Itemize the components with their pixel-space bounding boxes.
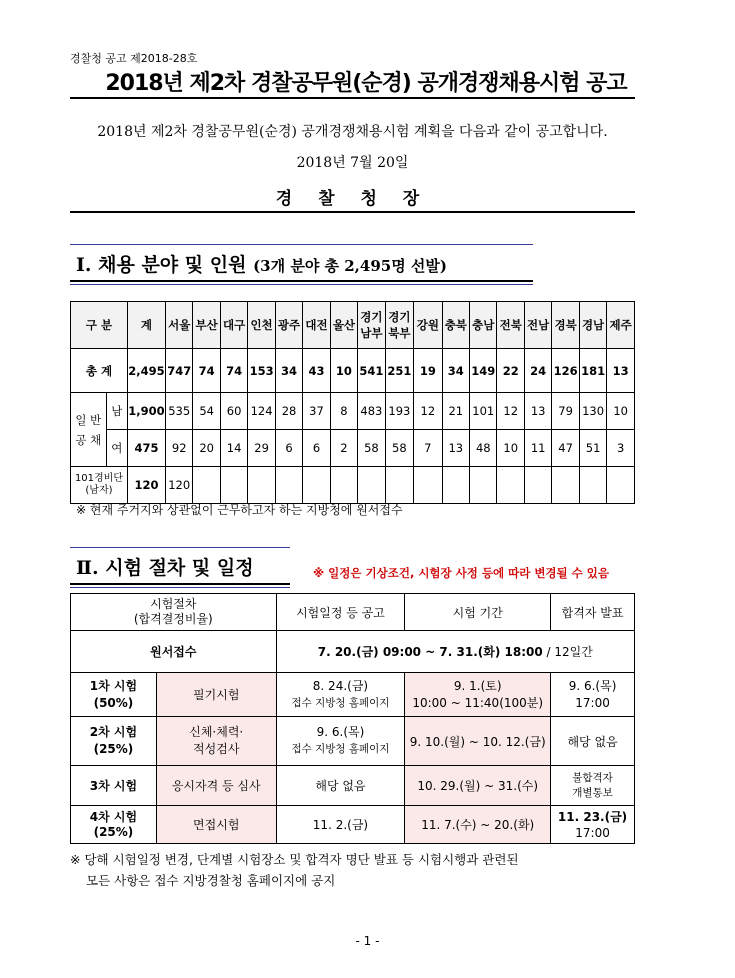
table-cell: 54 bbox=[193, 393, 220, 430]
table-cell: 60 bbox=[220, 393, 247, 430]
stage-cell bbox=[71, 673, 157, 717]
row-label: 총 계 bbox=[71, 349, 128, 393]
stage-row-1 bbox=[71, 673, 635, 717]
notice-date: 8. 24.(금) bbox=[312, 678, 369, 693]
header-cell: 대구 bbox=[220, 302, 247, 349]
announcement-date: 2018년 7월 20일 bbox=[296, 155, 409, 171]
header-notice: 시험일정 등 공고 bbox=[276, 594, 405, 631]
section1-subtitle: (3개 분야 총 2,495명 선발) bbox=[253, 257, 447, 275]
exam-name-line1: 신체·체력· bbox=[189, 725, 244, 739]
table-cell: 124 bbox=[248, 393, 275, 430]
notice-cell bbox=[276, 673, 405, 717]
application-period-rest: / 12일간 bbox=[542, 645, 593, 659]
exam-name: 필기시험 bbox=[156, 673, 276, 717]
table-cell: 1,900 bbox=[127, 393, 165, 430]
table-cell: 48 bbox=[470, 430, 497, 467]
table-cell: 483 bbox=[358, 393, 385, 430]
exam-name-line2: 적성검사 bbox=[193, 742, 240, 756]
header-cell: 충북 bbox=[442, 302, 469, 349]
table-row-female bbox=[71, 430, 635, 467]
header-result: 합격자 발표 bbox=[551, 594, 635, 631]
table-cell: 79 bbox=[552, 393, 579, 430]
table-cell: 6 bbox=[275, 430, 302, 467]
page-number: - 1 - bbox=[355, 934, 380, 948]
table-cell: 43 bbox=[303, 349, 330, 393]
table-cell: 541 bbox=[358, 349, 385, 393]
section2-top-rule bbox=[70, 547, 290, 548]
result-sub: 개별통보 bbox=[572, 786, 613, 799]
exam-name: 응시자격 등 심사 bbox=[156, 766, 276, 806]
table-cell: 7 bbox=[414, 430, 442, 467]
table-row-total bbox=[71, 349, 635, 393]
stage-row-4 bbox=[71, 806, 635, 844]
application-row bbox=[71, 631, 635, 673]
result-cell bbox=[551, 806, 635, 844]
table-cell: 2,495 bbox=[127, 349, 165, 393]
header-cell: 부산 bbox=[193, 302, 220, 349]
result-cell bbox=[551, 673, 635, 717]
table-cell: 3 bbox=[607, 430, 635, 467]
table-cell: 126 bbox=[552, 349, 579, 393]
section1-title: Ⅰ. 채용 분야 및 인원 bbox=[76, 254, 247, 276]
table-cell: 58 bbox=[358, 430, 385, 467]
application-period bbox=[276, 631, 634, 673]
stage-name: 4차 시험 bbox=[89, 809, 138, 824]
header-cell: 인천 bbox=[248, 302, 275, 349]
header-cell bbox=[71, 594, 277, 631]
table-cell: 149 bbox=[470, 349, 497, 393]
stage-name: 3차 시험 bbox=[71, 766, 157, 806]
table-cell: 28 bbox=[275, 393, 302, 430]
table-cell: 8 bbox=[330, 393, 357, 430]
guard-sublabel: (남자) bbox=[85, 485, 113, 496]
footer-note-line1: ※ 당해 시험일정 변경, 단계별 시험장소 및 합격자 명단 발표 등 시험시행과 관련된 bbox=[70, 852, 519, 867]
table-cell: 6 bbox=[303, 430, 330, 467]
row-label bbox=[71, 467, 128, 504]
table-cell: 12 bbox=[497, 393, 524, 430]
header-cell: 광주 bbox=[275, 302, 302, 349]
header-cell: 경기북부 bbox=[385, 302, 413, 349]
header-proc: 시험절차 bbox=[150, 597, 197, 611]
guard-label: 101경비단 bbox=[74, 473, 124, 484]
header-cell: 경기남부 bbox=[358, 302, 385, 349]
application-period-main: 7. 20.(금) 09:00 ~ 7. 31.(화) 18:00 bbox=[317, 645, 543, 659]
result-date: 11. 23.(금) bbox=[557, 809, 628, 824]
result-sub: 17:00 bbox=[575, 825, 610, 840]
table-cell: 181 bbox=[579, 349, 606, 393]
period-cell: 10. 29.(월) ~ 31.(수) bbox=[405, 766, 551, 806]
schedule-header-row bbox=[71, 594, 635, 631]
table-cell: 2 bbox=[330, 430, 357, 467]
table-cell: 10 bbox=[497, 430, 524, 467]
notice-cell bbox=[276, 717, 405, 766]
exam-name: 면접시험 bbox=[156, 806, 276, 844]
table-cell: 74 bbox=[220, 349, 247, 393]
stage-ratio: (25%) bbox=[93, 824, 134, 839]
table-cell: 19 bbox=[414, 349, 442, 393]
table-cell: 10 bbox=[607, 393, 635, 430]
table-cell: 120 bbox=[165, 467, 192, 504]
table-cell: 51 bbox=[579, 430, 606, 467]
row-label: 남 bbox=[106, 393, 127, 430]
notice-sub: 접수 지방청 홈페이지 bbox=[291, 696, 390, 709]
signer: 경 찰 청 장 bbox=[275, 189, 430, 209]
stage-row-3 bbox=[71, 766, 635, 806]
section1-top-rule bbox=[70, 244, 533, 245]
table-cell: 37 bbox=[303, 393, 330, 430]
table-cell: 74 bbox=[193, 349, 220, 393]
period-sub: 10:00 ~ 11:40(100분) bbox=[412, 695, 544, 710]
table-cell: 535 bbox=[165, 393, 192, 430]
signer-divider bbox=[70, 211, 635, 213]
section1-note: ※ 현재 주거지와 상관없이 근무하고자 하는 지방청에 원서접수 bbox=[76, 503, 403, 517]
period-date: 9. 1.(토) bbox=[453, 678, 502, 693]
stage-name: 1차 시험 bbox=[89, 678, 138, 693]
table-cell: 13 bbox=[524, 393, 551, 430]
table-cell: 120 bbox=[127, 467, 165, 504]
header-proc-sub: (합격결정비율) bbox=[133, 612, 213, 626]
footer-note-line2: 모든 사항은 접수 지방경찰청 홈페이지에 공지 bbox=[86, 873, 336, 888]
footer-note bbox=[70, 849, 640, 891]
period-cell bbox=[405, 673, 551, 717]
table-cell: 747 bbox=[165, 349, 192, 393]
header-cell: 강원 bbox=[414, 302, 442, 349]
header-cell: 전북 bbox=[497, 302, 524, 349]
stage-name: 2차 시험 bbox=[89, 725, 138, 739]
result-cell: 해당 없음 bbox=[551, 717, 635, 766]
notice-date: 해당 없음 bbox=[276, 766, 405, 806]
table-cell: 21 bbox=[442, 393, 469, 430]
notice-sub: 접수 지방청 홈페이지 bbox=[291, 743, 390, 755]
table-cell: 29 bbox=[248, 430, 275, 467]
header-cell: 구 분 bbox=[71, 302, 128, 349]
table-cell: 58 bbox=[385, 430, 413, 467]
header-period: 시험 기간 bbox=[405, 594, 551, 631]
table-cell: 34 bbox=[442, 349, 469, 393]
table-cell: 13 bbox=[442, 430, 469, 467]
table-cell: 251 bbox=[385, 349, 413, 393]
notice-number: 경찰청 공고 제2018-28호 bbox=[70, 52, 198, 65]
table-cell: 11 bbox=[524, 430, 551, 467]
table-cell: 12 bbox=[414, 393, 442, 430]
table-cell: 13 bbox=[607, 349, 635, 393]
row-label: 여 bbox=[106, 430, 127, 467]
table-cell: 14 bbox=[220, 430, 247, 467]
header-cell: 울산 bbox=[330, 302, 357, 349]
schedule-change-note: ※ 일정은 기상조건, 시험장 사정 등에 따라 변경될 수 있음 bbox=[313, 566, 609, 580]
application-label: 원서접수 bbox=[71, 631, 277, 673]
header-cell: 충남 bbox=[470, 302, 497, 349]
header-cell: 제주 bbox=[607, 302, 635, 349]
section2-title: Ⅱ. 시험 절차 및 일정 bbox=[76, 557, 254, 579]
stage-ratio: (25%) bbox=[93, 742, 134, 756]
stage-cell bbox=[71, 806, 157, 844]
result-date: 불합격자 bbox=[572, 771, 613, 784]
table-row-guard bbox=[71, 467, 635, 504]
page-title: 2018년 제2차 경찰공무원(순경) 공개경쟁채용시험 공고 bbox=[105, 71, 627, 96]
table-cell: 130 bbox=[579, 393, 606, 430]
stage-row-2 bbox=[71, 717, 635, 766]
table-cell: 92 bbox=[165, 430, 192, 467]
table-cell: 153 bbox=[248, 349, 275, 393]
table-cell: 24 bbox=[524, 349, 551, 393]
table-cell: 101 bbox=[470, 393, 497, 430]
period-cell: 11. 7.(수) ~ 20.(화) bbox=[405, 806, 551, 844]
result-cell bbox=[551, 766, 635, 806]
table-row-male bbox=[71, 393, 635, 430]
header-cell: 전남 bbox=[524, 302, 551, 349]
table-header-row bbox=[71, 302, 635, 349]
period-cell: 9. 10.(월) ~ 10. 12.(금) bbox=[405, 717, 551, 766]
table-cell: 475 bbox=[127, 430, 165, 467]
table-cell: 22 bbox=[497, 349, 524, 393]
section1-heading bbox=[76, 250, 447, 277]
stage-cell bbox=[71, 717, 157, 766]
header-cell: 경남 bbox=[579, 302, 606, 349]
header-cell: 대전 bbox=[303, 302, 330, 349]
table-cell: 10 bbox=[330, 349, 357, 393]
section1-underline bbox=[70, 280, 533, 285]
announcement-text: 2018년 제2차 경찰공무원(순경) 공개경쟁채용시험 계획을 다음과 같이 공고합니다. bbox=[97, 124, 608, 140]
notice-date: 11. 2.(금) bbox=[276, 806, 405, 844]
notice-date: 9. 6.(목) bbox=[316, 725, 365, 739]
header-cell: 경북 bbox=[552, 302, 579, 349]
schedule-table bbox=[70, 593, 635, 844]
table-cell: 34 bbox=[275, 349, 302, 393]
table-cell: 20 bbox=[193, 430, 220, 467]
header-cell: 서울 bbox=[165, 302, 192, 349]
table-cell: 193 bbox=[385, 393, 413, 430]
section2-underline bbox=[70, 583, 290, 588]
result-sub: 17:00 bbox=[575, 695, 610, 710]
stage-ratio: (50%) bbox=[93, 695, 134, 710]
row-group-label: 일 반 공 채 bbox=[71, 393, 107, 467]
recruitment-table bbox=[70, 301, 635, 504]
exam-name bbox=[156, 717, 276, 766]
header-cell: 계 bbox=[127, 302, 165, 349]
title-divider bbox=[70, 97, 635, 99]
table-cell: 47 bbox=[552, 430, 579, 467]
result-date: 9. 6.(목) bbox=[568, 678, 617, 693]
